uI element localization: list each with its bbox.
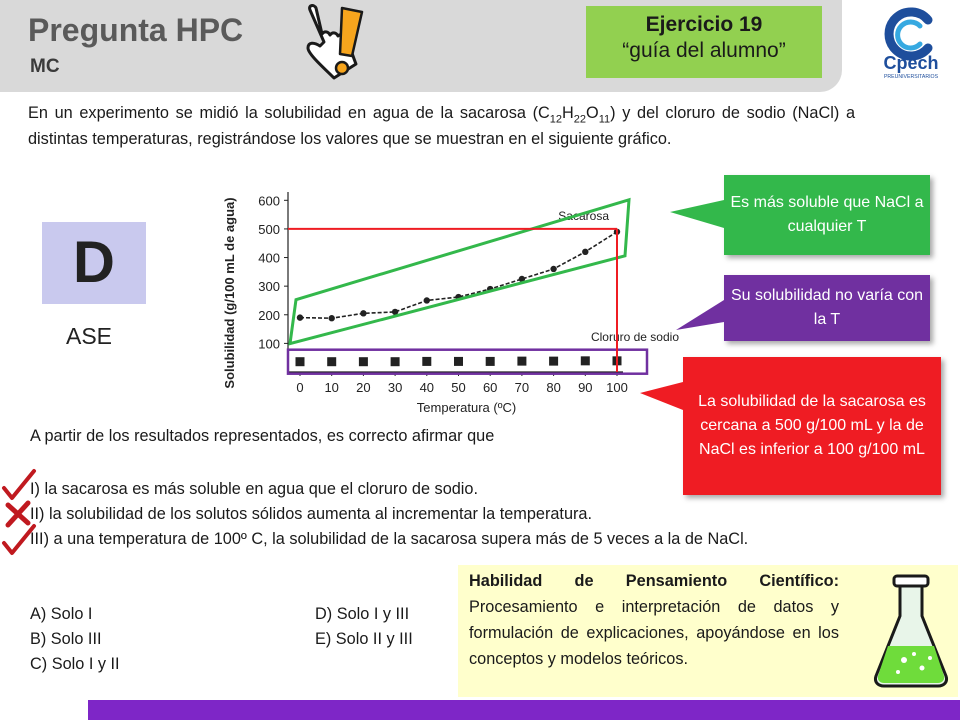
callout-purple-pointer [676,300,724,330]
formula-subscript: 22 [573,113,587,126]
callout-green-pointer [670,200,724,228]
x-tick-label: 10 [324,380,339,395]
y-tick-label: 200 [258,307,280,323]
answer-letter: D [42,222,146,304]
x-tick-label: 50 [451,380,466,395]
callout-red: La solubilidad de la sacarosa es cercana a 500 g/100 mL y la de NaCl es inferior a 100 g/100 mL [683,357,941,495]
x-tick-label: 90 [578,380,593,395]
x-tick-label: 40 [419,380,435,395]
x-tick-label: 70 [514,380,530,395]
logo-subtext: PREUNIVERSITARIOS [883,74,939,80]
question-prompt: A partir de los resultados representados, es correcto afirmar que [30,427,495,445]
option-e[interactable]: E) Solo II y III [315,630,413,648]
skill-description [469,568,839,672]
x-tick-label: 100 [606,380,628,395]
y-tick-label: 100 [258,336,280,352]
exercise-number: Ejercicio 19 [645,13,763,36]
intro-text: O [586,104,599,122]
answer-code: ASE [66,323,113,349]
x-tick-label: 30 [387,380,403,395]
y-tick-label: 300 [258,279,280,295]
intro-text: En un experimento se midió la solubilidad en agua de la sacarosa (C [28,104,550,122]
y-tick-label: 400 [258,250,280,266]
callout-red-pointer [640,382,683,410]
y-tick-label: 600 [258,193,280,209]
page-title: Pregunta HPC [28,12,244,48]
option-a[interactable]: A) Solo I [30,605,93,623]
option-b[interactable]: B) Solo III [30,630,102,648]
formula-subscript: 11 [598,113,611,126]
intro-text: ) y del cloruro de sodio (NaCl) a distintas temperaturas, registrándose los valores que se muestran en el siguiente gráfico. [28,104,856,148]
statement-3: III) a una temperatura de 100º C, la solubilidad de la sacarosa supera más de 5 veces a la de NaCl. [30,530,749,548]
skill-label: Habilidad de Pensamiento Científico: [469,572,839,590]
series-label-nacl: Cloruro de sodio [590,329,679,344]
series-label-sacarosa: Sacarosa [558,208,609,223]
exercise-source: “guía del alumno” [622,39,786,62]
x-tick-label: 0 [296,380,304,395]
formula-subscript: 12 [549,113,563,126]
flask-icon [870,572,952,690]
option-c[interactable]: C) Solo I y II [30,655,120,673]
y-axis-label: Solubilidad (g/100 mL de agua) [222,197,237,389]
logo-text: Cpech [883,53,939,73]
question-type: MC [30,56,60,77]
callout-green: Es más soluble que NaCl a cualquier T [724,175,930,255]
x-axis-label: Temperatura (ºC) [416,400,517,415]
x-tick-label: 80 [546,380,561,395]
statement-2: II) la solubilidad de los solutos sólidos aumenta al incrementar la temperatura. [30,505,592,523]
intro-text: H [562,104,574,122]
x-tick-label: 20 [356,380,371,395]
statement-1: I) la sacarosa es más soluble en agua que el cloruro de sodio. [30,480,478,498]
callout-purple: Su solubilidad no varía con la T [724,275,930,341]
skill-text: Procesamiento e interpretación de datos y formulación de explicaciones, apoyándose en los conceptos y modelos teóricos. [469,598,839,668]
y-tick-label: 500 [258,221,280,237]
x-tick-label: 60 [482,380,498,395]
option-d[interactable]: D) Solo I y III [315,605,410,623]
bottom-bar [88,700,960,720]
